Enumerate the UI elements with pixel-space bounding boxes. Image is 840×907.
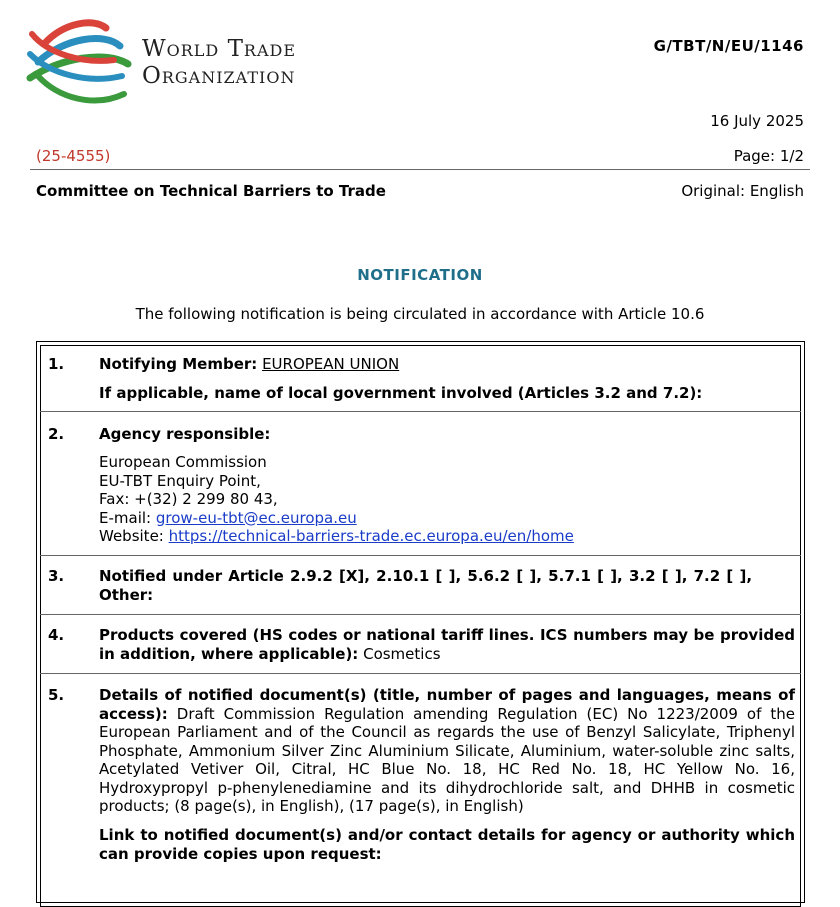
- article-list: Notified under Article 2.9.2 [X], 2.10.1 [ ], 5.6.2 [ ], 5.7.1 [ ], 3.2 [ ], 7.2 [ ],: [99, 567, 753, 585]
- item-number-2: 2.: [48, 425, 65, 443]
- email-label: E-mail:: [99, 508, 152, 527]
- row-divider: [40, 555, 801, 556]
- job-number: (25-4555): [36, 147, 111, 165]
- notifying-member-label: Notifying Member:: [99, 355, 258, 373]
- agency-details: [99, 453, 795, 546]
- document-date: 16 July 2025: [710, 112, 804, 130]
- page-indicator: Page: 1/2: [733, 147, 804, 165]
- notifying-member-row: [99, 355, 795, 374]
- website-link[interactable]: https://technical-barriers-trade.ec.europa.eu/en/home: [168, 527, 574, 545]
- notified-under-article: [99, 567, 795, 604]
- original-language: Original: English: [681, 182, 804, 200]
- notification-title: NOTIFICATION: [357, 266, 483, 284]
- agency-label: Agency responsible:: [99, 425, 271, 443]
- notifying-member-value: EUROPEAN UNION: [262, 355, 400, 373]
- row-divider: [40, 614, 801, 615]
- notified-document-details: [99, 686, 795, 816]
- wto-logo: [24, 14, 134, 114]
- committee-name: Committee on Technical Barriers to Trade: [36, 182, 386, 200]
- article-other: Other:: [99, 585, 154, 604]
- document-details-value: Draft Commission Regulation amending Regulation (EC) No 1223/2009 of the European Parliament and of the Council as regards the use of Benzyl Salicylate, Triphenyl Phosphate, Ammonium Silver Zinc Aluminium Silicate, Aluminium, water-soluble zinc salts, Acetylated Vetiver Oil, Citral, HC Blue No. 18, HC Red No. 18, HC Yellow No. 16, Hydroxypropyl p-phenylenediamine and its dihydrochloride salt, and DHHB in cosmetic products; (8 page(s), in English), (17 page(s), in English): [99, 704, 795, 815]
- item-number-4: 4.: [48, 626, 65, 644]
- website-label: Website:: [99, 527, 164, 545]
- email-link[interactable]: grow-eu-tbt@ec.europa.eu: [155, 508, 357, 527]
- link-to-document-label: Link to notified document(s) and/or contact details for agency or authority which can provide copies upon request:: [99, 826, 795, 863]
- org-name-line2: Organization: [142, 63, 296, 89]
- agency-name: European Commission: [99, 453, 267, 471]
- item-number-1: 1.: [48, 355, 65, 373]
- local-government-label: If applicable, name of local government involved (Articles 3.2 and 7.2):: [99, 384, 703, 402]
- row-divider: [40, 673, 801, 674]
- header-divider: [30, 169, 810, 170]
- item-number-3: 3.: [48, 567, 65, 585]
- document-details-label: Details of notified document(s) (title, number of pages and languages, means of access):: [99, 686, 795, 723]
- products-covered-value: Cosmetics: [363, 644, 441, 663]
- notification-subtitle: The following notification is being circulated in accordance with Article 10.6: [135, 305, 705, 323]
- agency-website-row: [99, 527, 795, 546]
- item-number-5: 5.: [48, 686, 65, 704]
- document-symbol: G/TBT/N/EU/1146: [653, 37, 804, 55]
- org-name-line1: World Trade: [142, 36, 297, 62]
- agency-email-row: [99, 509, 795, 528]
- agency-enquiry-point: EU-TBT Enquiry Point,: [99, 471, 261, 490]
- agency-fax: Fax: +(32) 2 299 80 43,: [99, 490, 278, 508]
- row-divider: [40, 411, 801, 412]
- products-covered-label: Products covered (HS codes or national tariff lines. ICS numbers may be provided in addition, where applicable):: [99, 626, 795, 663]
- products-covered: [99, 626, 795, 663]
